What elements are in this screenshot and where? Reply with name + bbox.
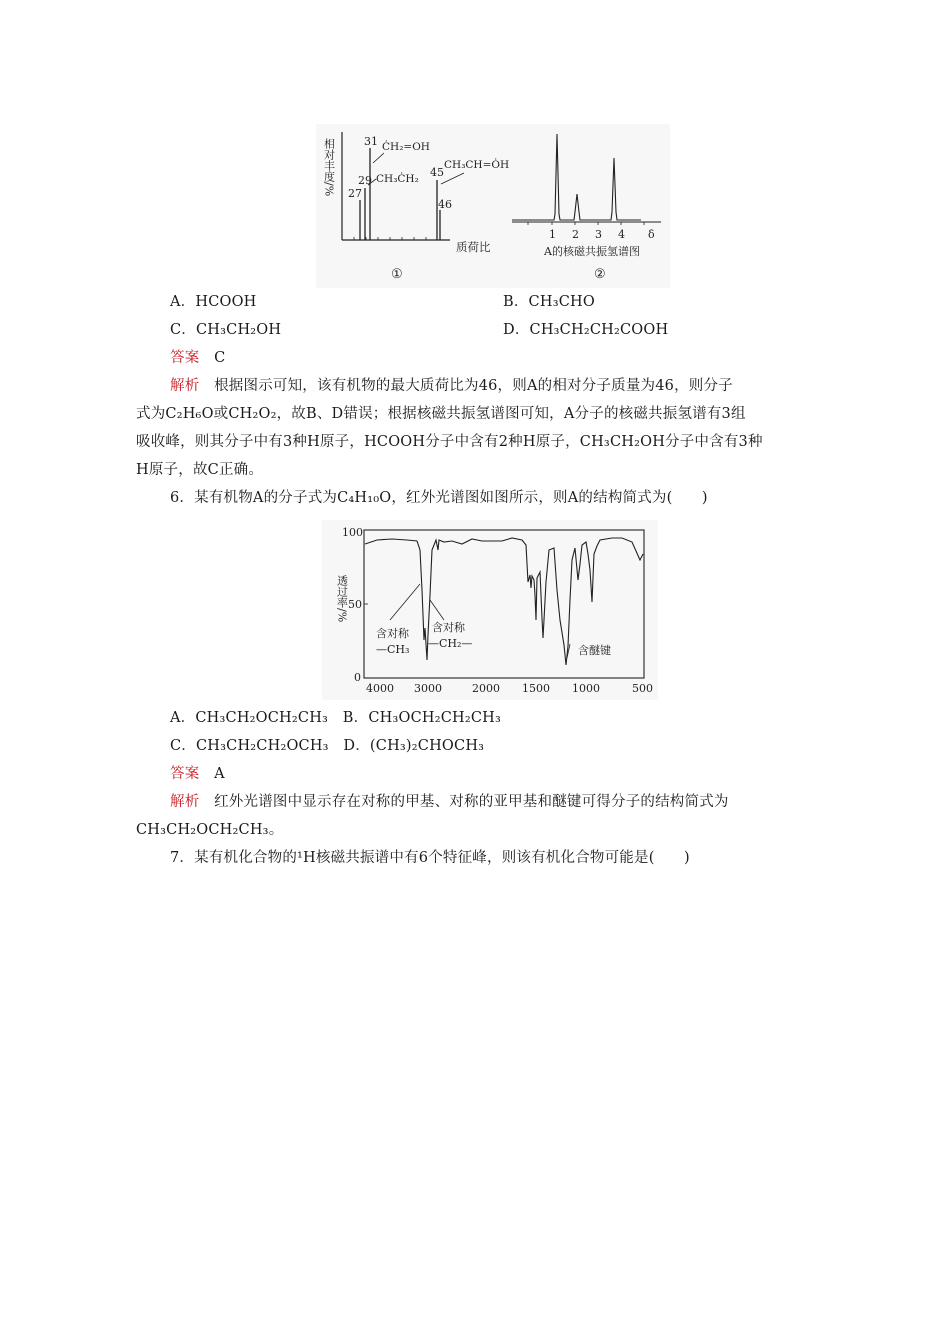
q5-answer-label: 答案 bbox=[170, 350, 200, 366]
ir-xtick-1500: 1500 bbox=[522, 682, 550, 695]
nmr-tick-1: 1 bbox=[549, 228, 556, 241]
figure-ms-nmr-svg bbox=[316, 124, 670, 288]
ir-arrow-ch2 bbox=[430, 600, 444, 620]
ir-ytick-0: 0 bbox=[354, 671, 361, 684]
nmr-caption: ② bbox=[594, 267, 606, 282]
ir-annot-ch2-2: —CH₂— bbox=[428, 637, 473, 650]
nmr-title: A的核磁共振氢谱图 bbox=[544, 245, 640, 258]
q6-answer-row bbox=[170, 764, 225, 784]
ir-annot-ch3-1: 含对称 bbox=[376, 627, 409, 640]
q5-analysis-label: 解析 bbox=[170, 378, 200, 394]
ir-xtick-2000: 2000 bbox=[472, 682, 500, 695]
q6-analysis-label: 解析 bbox=[170, 794, 200, 810]
ms-label-45: 45 bbox=[430, 166, 444, 179]
nmr-tick-2: 2 bbox=[572, 228, 579, 241]
ms-label-27: 27 bbox=[348, 187, 362, 200]
ms-label-46: 46 bbox=[438, 198, 452, 211]
ir-xtick-500: 500 bbox=[632, 682, 653, 695]
q5-option-a: A．HCOOH bbox=[170, 294, 257, 310]
q6-options-line-2: C．CH₃CH₂CH₂OCH₃ D．(CH₃)₂CHOCH₃ bbox=[170, 738, 485, 754]
q6-analysis-line-2: CH₃CH₂OCH₂CH₃。 bbox=[136, 822, 284, 838]
ir-svg bbox=[322, 520, 658, 700]
q5-option-d: D．CH₃CH₂CH₂COOH bbox=[503, 322, 669, 338]
figure-ms-nmr bbox=[316, 124, 670, 288]
q6-stem: 6．某有机物A的分子式为C₄H₁₀O，红外光谱图如图所示，则A的结构简式为( ) bbox=[170, 490, 708, 506]
q5-option-c: C．CH₃CH₂OH bbox=[170, 322, 282, 338]
nmr-tick-4: 4 bbox=[618, 228, 625, 241]
q5-option-b: B．CH₃CHO bbox=[503, 294, 595, 310]
q5-analysis-line-2: 式为C₂H₆O或CH₂O₂，故B、D错误；根据核磁共振氢谱图可知，A分子的核磁共振氢谱有3组 bbox=[136, 406, 746, 422]
nmr-tick-delta: δ bbox=[648, 228, 655, 241]
ir-ytick-100: 100 bbox=[342, 526, 363, 539]
q5-answer-value: C bbox=[214, 350, 226, 366]
nmr-trace bbox=[512, 134, 641, 220]
q5-analysis-text-1: 根据图示可知，该有机物的最大质荷比为46，则A的相对分子质量为46，则分子 bbox=[214, 378, 733, 394]
ir-xtick-1000: 1000 bbox=[572, 682, 600, 695]
ms-ylabel: 相对丰度/% bbox=[322, 138, 336, 197]
ms-label-31: 31 bbox=[364, 135, 378, 148]
q6-analysis-line-1 bbox=[170, 792, 729, 812]
ms-arrow-31 bbox=[373, 153, 384, 163]
q6-answer-label: 答案 bbox=[170, 766, 200, 782]
ir-xtick-3000: 3000 bbox=[414, 682, 442, 695]
q5-answer-row bbox=[170, 348, 225, 368]
ir-ylabel: 透过率/% bbox=[335, 575, 349, 623]
ir-annot-ether: 含醚键 bbox=[578, 644, 611, 657]
q5-analysis-line-4: H原子，故C正确。 bbox=[136, 462, 264, 478]
ir-ytick-50: 50 bbox=[348, 598, 362, 611]
ms-xlabel: 质荷比 bbox=[456, 240, 491, 254]
q6-options-line-1: A．CH₃CH₂OCH₂CH₃ B．CH₃OCH₂CH₂CH₃ bbox=[170, 710, 502, 726]
ms-annot-29: CH₃ĊH₂ bbox=[376, 173, 419, 185]
q7-stem: 7．某有机化合物的¹H核磁共振谱中有6个特征峰，则该有机化合物可能是( ) bbox=[170, 850, 690, 866]
ms-label-29: 29 bbox=[358, 174, 372, 187]
q6-analysis-text-1: 红外光谱图中显示存在对称的甲基、对称的亚甲基和醚键可得分子的结构简式为 bbox=[214, 794, 729, 810]
ms-caption: ① bbox=[391, 267, 403, 282]
q6-answer-value: A bbox=[214, 766, 225, 782]
ir-xtick-4000: 4000 bbox=[366, 682, 394, 695]
nmr-tick-3: 3 bbox=[595, 228, 602, 241]
q5-analysis-line-3: 吸收峰，则其分子中有3种H原子，HCOOH分子中含有2种H原子，CH₃CH₂OH分子中含有3种 bbox=[136, 434, 763, 450]
ir-arrow-ch3 bbox=[390, 584, 420, 620]
ir-annot-ch2-1: 含对称 bbox=[432, 621, 465, 634]
ms-arrow-45 bbox=[441, 173, 464, 184]
q5-analysis-line-1 bbox=[170, 376, 733, 396]
ms-annot-45: CH₃CH=ȮH bbox=[444, 159, 510, 171]
ms-annot-31: ĊH₂=OH bbox=[382, 141, 430, 153]
figure-ir bbox=[322, 520, 658, 700]
ir-annot-ch3-2: —CH₃ bbox=[376, 643, 410, 656]
